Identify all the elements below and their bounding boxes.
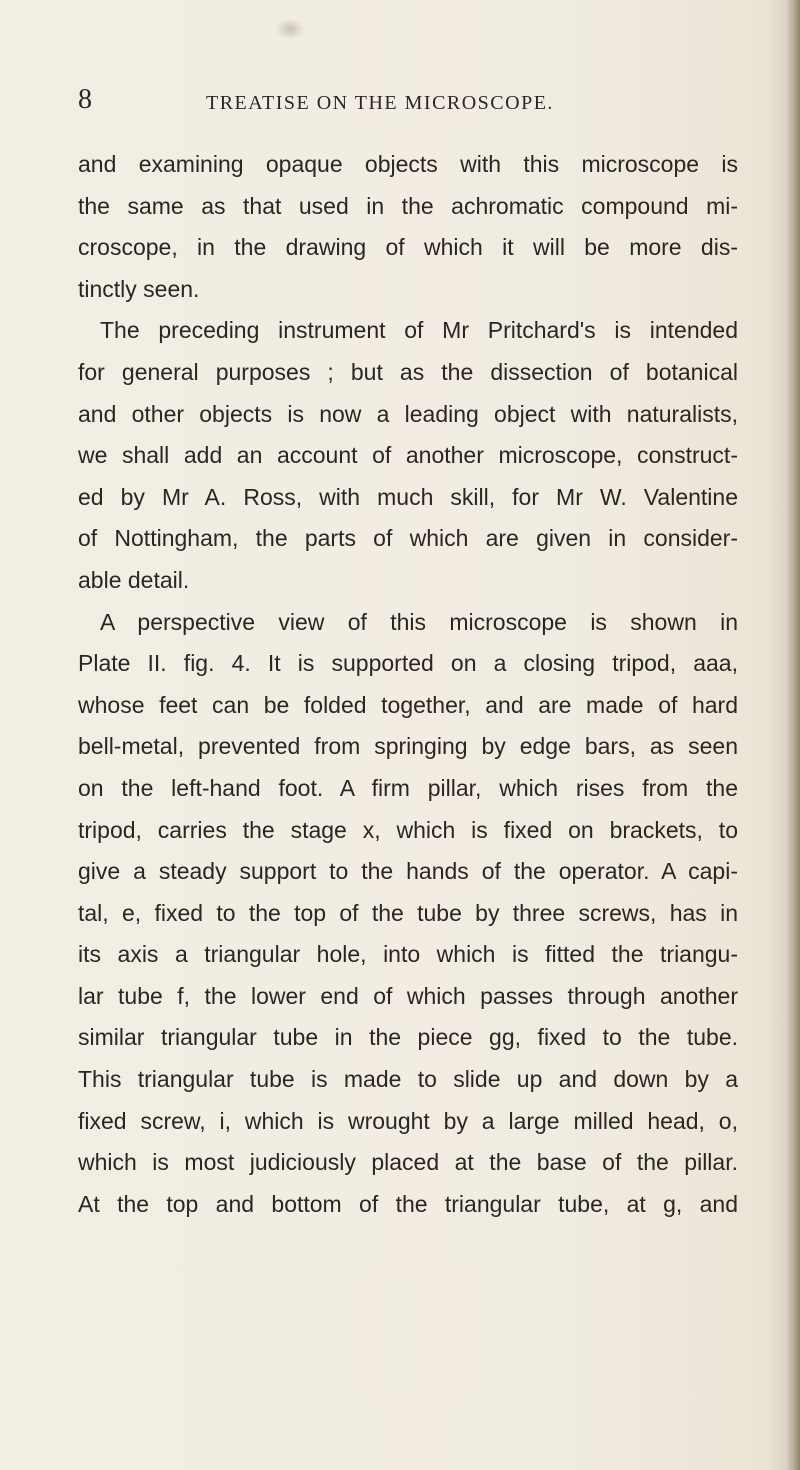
text-line: which is most judiciously placed at the base of the pillar. [78, 1149, 738, 1176]
text-line: croscope, in the drawing of which it will be more dis- [78, 234, 738, 261]
text-line: A perspective view of this microscope is shown in [100, 608, 738, 635]
text-line: we shall add an account of another microscope, construct- [78, 442, 738, 469]
page-number: 8 [78, 84, 92, 115]
text-line: At the top and bottom of the triangular tube, at g, and [78, 1190, 738, 1217]
text-line: and other objects is now a leading object with naturalists, [78, 400, 738, 427]
text-line: on the left-hand foot. A firm pillar, which rises from the [78, 774, 738, 801]
page-edge-shadow [786, 0, 800, 1470]
running-head: TREATISE ON THE MICROSCOPE. [206, 92, 554, 114]
text-line: tal, e, fixed to the top of the tube by three screws, has in [78, 899, 738, 926]
body-text [78, 144, 738, 1225]
ink-smudge [275, 18, 305, 40]
text-line: able detail. [78, 566, 190, 593]
text-line: similar triangular tube in the piece gg, fixed to the tube. [78, 1024, 738, 1051]
text-line: of Nottingham, the parts of which are given in consider- [78, 525, 738, 552]
text-line: for general purposes ; but as the dissection of botanical [78, 358, 738, 385]
text-line: bell-metal, prevented from springing by edge bars, as seen [78, 733, 738, 760]
text-line: lar tube f, the lower end of which passes through another [78, 982, 738, 1009]
text-line: This triangular tube is made to slide up and down by a [78, 1066, 738, 1093]
text-line: ed by Mr A. Ross, with much skill, for Mr W. Valentine [78, 483, 738, 510]
text-line: tinctly seen. [78, 275, 200, 302]
text-line: fixed screw, i, which is wrought by a large milled head, o, [78, 1107, 738, 1134]
text-line: its axis a triangular hole, into which is fitted the triangu- [78, 941, 738, 968]
text-line: Plate II. fig. 4. It is supported on a closing tripod, aaa, [78, 650, 738, 677]
text-line: The preceding instrument of Mr Pritchard's is intended [100, 317, 738, 344]
text-line: tripod, carries the stage x, which is fixed on brackets, to [78, 816, 738, 843]
text-line: and examining opaque objects with this microscope is [78, 151, 738, 177]
text-line: the same as that used in the achromatic compound mi- [78, 192, 738, 219]
text-line: give a steady support to the hands of the operator. A capi- [78, 858, 738, 885]
text-line: whose feet can be folded together, and are made of hard [78, 691, 738, 718]
page-header [78, 85, 768, 125]
